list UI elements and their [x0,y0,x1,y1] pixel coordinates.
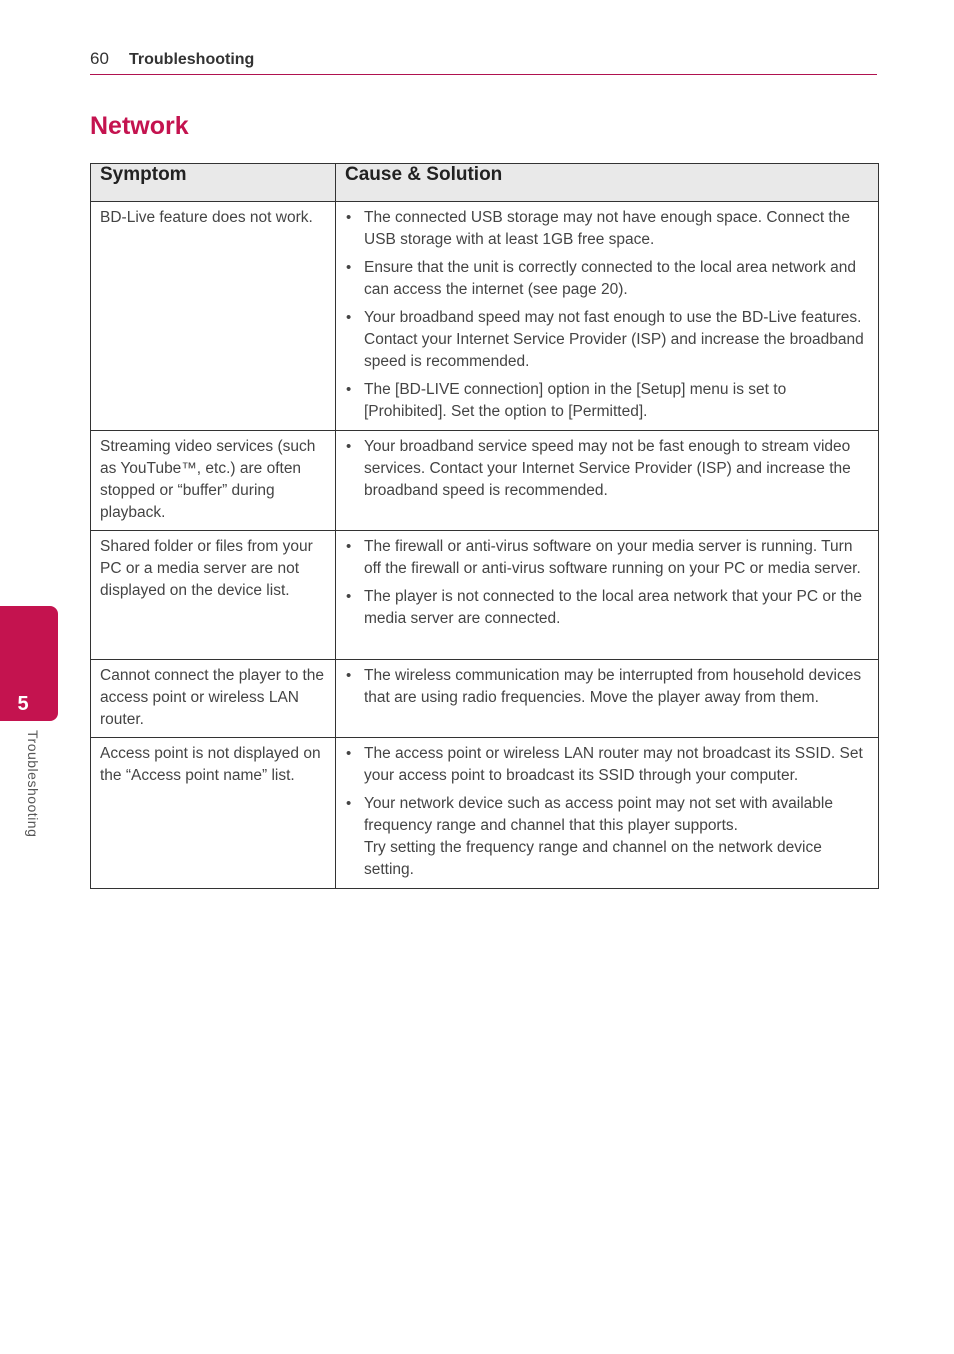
solution-cell [336,531,879,660]
solution-list [345,743,870,881]
solution-list [345,207,870,423]
solution-text: Your broadband speed may not fast enough to use the BD-Live features. Contact your Internet Service Provider (ISP) and increase the broadband speed is recommended. [364,309,864,370]
solution-text: The [BD-LIVE connection] option in the [Setup] menu is set to [Prohibited]. Set the option to [Permitted]. [364,381,787,420]
page-number: 60 [90,49,109,68]
table-row [91,660,879,738]
list-item [345,379,870,423]
solution-list [345,665,870,709]
list-item [345,586,870,630]
solution-text: The connected USB storage may not have enough space. Connect the USB storage with at least 1GB free space. [364,209,850,248]
solution-text: Your broadband service speed may not be fast enough to stream video services. Contact your Internet Service Provider (ISP) and increase the broadband speed is recommended. [364,438,851,499]
page-title: Network [90,112,189,140]
symptom-cell: Cannot connect the player to the access point or wireless LAN router. [91,660,336,738]
symptom-cell: Streaming video services (such as YouTube™, etc.) are often stopped or “buffer” during playback. [91,431,336,531]
solution-cell [336,738,879,889]
solution-cell [336,202,879,431]
symptom-cell: Access point is not displayed on the “Access point name” list. [91,738,336,889]
bullet-icon: • [346,745,352,762]
column-header-symptom: Symptom [91,164,336,202]
solution-cell [336,660,879,738]
solution-list [345,536,870,630]
list-item [345,536,870,580]
table-row [91,738,879,889]
list-item [345,665,870,709]
solution-cell [336,431,879,531]
column-header-cause-solution: Cause & Solution [336,164,879,202]
chapter-number-wrap [0,693,58,716]
table-row [91,202,879,431]
page-header [90,46,877,75]
solution-text: The access point or wireless LAN router may not broadcast its SSID. Set your access point to broadcast its SSID through your computer. [364,745,863,784]
symptom-cell: Shared folder or files from your PC or a media server are not displayed on the device list. [91,531,336,660]
chapter-number: 5 [17,693,29,715]
chapter-tab [0,606,58,721]
bullet-icon: • [346,259,352,276]
bullet-icon: • [346,667,352,684]
bullet-icon: • [346,538,352,555]
list-item [345,257,870,301]
bullet-icon: • [346,438,352,455]
bullet-icon: • [346,795,352,812]
list-item [345,793,870,881]
header-section-name: Troubleshooting [129,51,255,68]
table-row [91,531,879,660]
list-item [345,743,870,787]
bullet-icon: • [346,588,352,605]
symptom-cell: BD-Live feature does not work. [91,202,336,431]
list-item [345,207,870,251]
chapter-label-wrap [24,730,44,870]
solution-text: Ensure that the unit is correctly connected to the local area network and can access the internet (see page 20). [364,259,856,298]
table-row [91,431,879,531]
solution-text: The player is not connected to the local area network that your PC or the media server are connected. [364,588,862,627]
solution-text: Your network device such as access point may not set with available frequency range and channel that this player supports. Try setting the frequency range and channel on the network device setting. [364,795,833,878]
list-item [345,436,870,502]
bullet-icon: • [346,309,352,326]
troubleshooting-table [90,163,879,889]
solution-list [345,436,870,502]
solution-text: The firewall or anti-virus software on your media server is running. Turn off the firewall or anti-virus software running on your PC or media server. [364,538,861,577]
bullet-icon: • [346,381,352,398]
chapter-label: Troubleshooting [25,730,41,838]
table-header-row [91,164,879,202]
list-item [345,307,870,373]
bullet-icon: • [346,209,352,226]
solution-text: The wireless communication may be interrupted from household devices that are using radio frequencies. Move the player away from them. [364,667,862,706]
